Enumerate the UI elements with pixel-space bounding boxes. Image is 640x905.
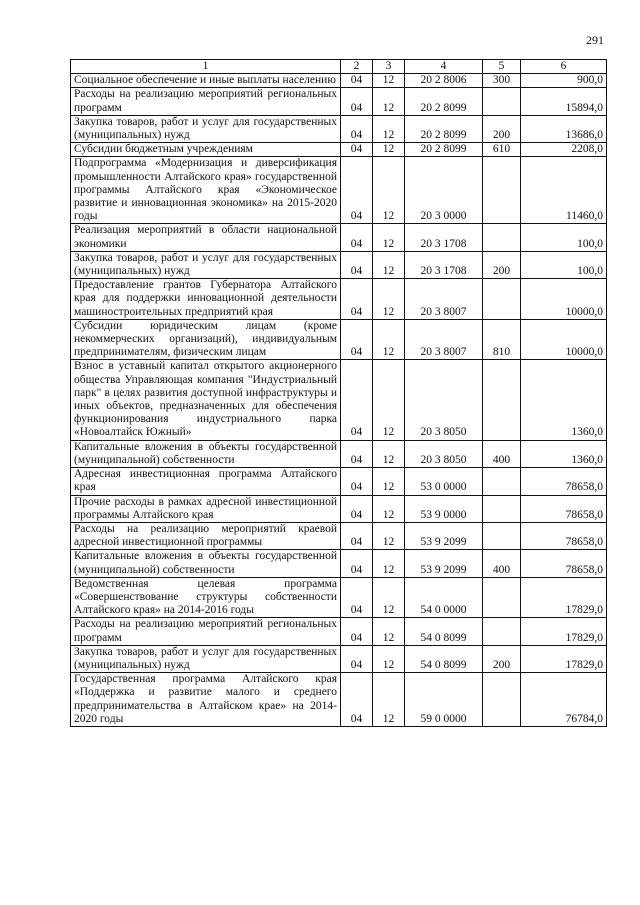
row-description: Субсидии юридическим лицам (кроме некоммерческих организаций), индивидуальным предпринимателям, физическим лицам bbox=[71, 319, 341, 360]
row-expense-type bbox=[483, 88, 521, 115]
row-target-article: 20 2 8006 bbox=[405, 74, 483, 88]
row-amount: 10000,0 bbox=[521, 279, 607, 320]
row-description: Расходы на реализацию мероприятий региональных программ bbox=[71, 618, 341, 645]
table-row bbox=[71, 495, 607, 522]
table-row bbox=[71, 468, 607, 495]
row-description: Субсидии бюджетным учреждениям bbox=[71, 143, 341, 157]
row-expense-type: 810 bbox=[483, 319, 521, 360]
header-col-4: 4 bbox=[405, 60, 483, 74]
row-description: Расходы на реализацию мероприятий краевой адресной инвестиционной программы bbox=[71, 522, 341, 549]
row-subsection-code: 12 bbox=[373, 157, 405, 224]
table-row bbox=[71, 224, 607, 251]
row-amount: 100,0 bbox=[521, 251, 607, 278]
budget-table bbox=[70, 59, 607, 727]
row-expense-type bbox=[483, 577, 521, 618]
row-amount: 17829,0 bbox=[521, 618, 607, 645]
row-subsection-code: 12 bbox=[373, 673, 405, 727]
row-target-article: 53 9 0000 bbox=[405, 495, 483, 522]
row-subsection-code: 12 bbox=[373, 74, 405, 88]
row-subsection-code: 12 bbox=[373, 360, 405, 440]
row-amount: 1360,0 bbox=[521, 440, 607, 467]
row-target-article: 20 3 8050 bbox=[405, 440, 483, 467]
row-expense-type bbox=[483, 157, 521, 224]
row-section-code: 04 bbox=[341, 224, 373, 251]
row-section-code: 04 bbox=[341, 279, 373, 320]
row-section-code: 04 bbox=[341, 550, 373, 577]
row-amount: 100,0 bbox=[521, 224, 607, 251]
row-description: Закупка товаров, работ и услуг для государственных (муниципальных) нужд bbox=[71, 645, 341, 672]
header-col-3: 3 bbox=[373, 60, 405, 74]
header-col-6: 6 bbox=[521, 60, 607, 74]
row-amount: 900,0 bbox=[521, 74, 607, 88]
header-col-1: 1 bbox=[71, 60, 341, 74]
row-subsection-code: 12 bbox=[373, 224, 405, 251]
row-section-code: 04 bbox=[341, 673, 373, 727]
row-amount: 76784,0 bbox=[521, 673, 607, 727]
row-expense-type bbox=[483, 360, 521, 440]
row-expense-type bbox=[483, 279, 521, 320]
table-row bbox=[71, 618, 607, 645]
row-subsection-code: 12 bbox=[373, 645, 405, 672]
row-description: Ведомственная целевая программа «Совершенствование структуры собственности Алтайского края» на 2014-2016 годы bbox=[71, 577, 341, 618]
row-amount: 17829,0 bbox=[521, 645, 607, 672]
row-amount: 78658,0 bbox=[521, 468, 607, 495]
row-section-code: 04 bbox=[341, 88, 373, 115]
row-amount: 13686,0 bbox=[521, 115, 607, 142]
row-expense-type: 400 bbox=[483, 550, 521, 577]
row-expense-type: 200 bbox=[483, 645, 521, 672]
row-subsection-code: 12 bbox=[373, 522, 405, 549]
row-description: Закупка товаров, работ и услуг для государственных (муниципальных) нужд bbox=[71, 251, 341, 278]
row-amount: 78658,0 bbox=[521, 495, 607, 522]
table-row bbox=[71, 522, 607, 549]
row-amount: 1360,0 bbox=[521, 360, 607, 440]
row-section-code: 04 bbox=[341, 522, 373, 549]
row-target-article: 54 0 8099 bbox=[405, 645, 483, 672]
table-row bbox=[71, 88, 607, 115]
row-target-article: 54 0 8099 bbox=[405, 618, 483, 645]
row-section-code: 04 bbox=[341, 157, 373, 224]
row-target-article: 20 3 8007 bbox=[405, 319, 483, 360]
row-subsection-code: 12 bbox=[373, 618, 405, 645]
header-col-2: 2 bbox=[341, 60, 373, 74]
table-row bbox=[71, 279, 607, 320]
row-description: Государственная программа Алтайского края «Поддержка и развитие малого и среднего предпринимательства в Алтайском крае» на 2014-2020 годы bbox=[71, 673, 341, 727]
row-description: Закупка товаров, работ и услуг для государственных (муниципальных) нужд bbox=[71, 115, 341, 142]
row-expense-type bbox=[483, 495, 521, 522]
row-target-article: 20 3 0000 bbox=[405, 157, 483, 224]
row-expense-type bbox=[483, 618, 521, 645]
row-section-code: 04 bbox=[341, 360, 373, 440]
row-subsection-code: 12 bbox=[373, 495, 405, 522]
header-col-5: 5 bbox=[483, 60, 521, 74]
row-target-article: 20 3 1708 bbox=[405, 251, 483, 278]
row-description: Взнос в уставный капитал открытого акционерного общества Управляющая компания "Индустриальный парк" в целях развития доступной инфраструктуры и иных объектов, предназначенных для обеспечения функционирования индустриального парка «Новоалтайск Южный» bbox=[71, 360, 341, 440]
row-amount: 2208,0 bbox=[521, 143, 607, 157]
row-subsection-code: 12 bbox=[373, 279, 405, 320]
row-target-article: 53 9 2099 bbox=[405, 550, 483, 577]
row-target-article: 59 0 0000 bbox=[405, 673, 483, 727]
row-subsection-code: 12 bbox=[373, 440, 405, 467]
row-expense-type: 300 bbox=[483, 74, 521, 88]
row-subsection-code: 12 bbox=[373, 319, 405, 360]
row-target-article: 20 3 8007 bbox=[405, 279, 483, 320]
row-description: Подпрограмма «Модернизация и диверсификация промышленности Алтайского края» государственной программы Алтайского края «Экономическое развитие и инновационная экономика» на 2015-2020 годы bbox=[71, 157, 341, 224]
row-section-code: 04 bbox=[341, 143, 373, 157]
table-row bbox=[71, 115, 607, 142]
row-amount: 11460,0 bbox=[521, 157, 607, 224]
row-expense-type bbox=[483, 673, 521, 727]
row-subsection-code: 12 bbox=[373, 88, 405, 115]
row-expense-type bbox=[483, 468, 521, 495]
row-amount: 10000,0 bbox=[521, 319, 607, 360]
row-target-article: 53 9 2099 bbox=[405, 522, 483, 549]
row-amount: 15894,0 bbox=[521, 88, 607, 115]
row-expense-type: 200 bbox=[483, 251, 521, 278]
row-target-article: 54 0 0000 bbox=[405, 577, 483, 618]
table-row bbox=[71, 645, 607, 672]
row-subsection-code: 12 bbox=[373, 468, 405, 495]
row-section-code: 04 bbox=[341, 577, 373, 618]
row-section-code: 04 bbox=[341, 618, 373, 645]
row-target-article: 20 3 1708 bbox=[405, 224, 483, 251]
table-row bbox=[71, 74, 607, 88]
row-target-article: 53 0 0000 bbox=[405, 468, 483, 495]
table-row bbox=[71, 251, 607, 278]
row-target-article: 20 2 8099 bbox=[405, 115, 483, 142]
row-description: Капитальные вложения в объекты государственной (муниципальной) собственности bbox=[71, 440, 341, 467]
page-number: 291 bbox=[586, 33, 604, 47]
row-section-code: 04 bbox=[341, 319, 373, 360]
row-description: Капитальные вложения в объекты государственной (муниципальной) собственности bbox=[71, 550, 341, 577]
row-expense-type bbox=[483, 522, 521, 549]
row-section-code: 04 bbox=[341, 440, 373, 467]
row-target-article: 20 2 8099 bbox=[405, 143, 483, 157]
row-section-code: 04 bbox=[341, 645, 373, 672]
row-description: Предоставление грантов Губернатора Алтайского края для поддержки инновационной деятельности машиностроительных предприятий края bbox=[71, 279, 341, 320]
row-section-code: 04 bbox=[341, 115, 373, 142]
row-description: Социальное обеспечение и иные выплаты населению bbox=[71, 74, 341, 88]
table-row bbox=[71, 360, 607, 440]
table-row bbox=[71, 440, 607, 467]
row-target-article: 20 3 8050 bbox=[405, 360, 483, 440]
table-row bbox=[71, 577, 607, 618]
table-row bbox=[71, 157, 607, 224]
row-section-code: 04 bbox=[341, 495, 373, 522]
row-amount: 17829,0 bbox=[521, 577, 607, 618]
row-subsection-code: 12 bbox=[373, 143, 405, 157]
row-expense-type: 610 bbox=[483, 143, 521, 157]
row-subsection-code: 12 bbox=[373, 115, 405, 142]
table-row bbox=[71, 319, 607, 360]
row-section-code: 04 bbox=[341, 251, 373, 278]
row-amount: 78658,0 bbox=[521, 550, 607, 577]
row-subsection-code: 12 bbox=[373, 251, 405, 278]
row-description: Прочие расходы в рамках адресной инвестиционной программы Алтайского края bbox=[71, 495, 341, 522]
table-row bbox=[71, 143, 607, 157]
table-row bbox=[71, 550, 607, 577]
table-row bbox=[71, 673, 607, 727]
row-description: Адресная инвестиционная программа Алтайского края bbox=[71, 468, 341, 495]
row-expense-type: 400 bbox=[483, 440, 521, 467]
row-expense-type bbox=[483, 224, 521, 251]
row-description: Реализация мероприятий в области национальной экономики bbox=[71, 224, 341, 251]
row-expense-type: 200 bbox=[483, 115, 521, 142]
row-amount: 78658,0 bbox=[521, 522, 607, 549]
row-target-article: 20 2 8099 bbox=[405, 88, 483, 115]
row-description: Расходы на реализацию мероприятий региональных программ bbox=[71, 88, 341, 115]
row-subsection-code: 12 bbox=[373, 550, 405, 577]
table-header-row bbox=[71, 60, 607, 74]
row-subsection-code: 12 bbox=[373, 577, 405, 618]
row-section-code: 04 bbox=[341, 74, 373, 88]
row-section-code: 04 bbox=[341, 468, 373, 495]
